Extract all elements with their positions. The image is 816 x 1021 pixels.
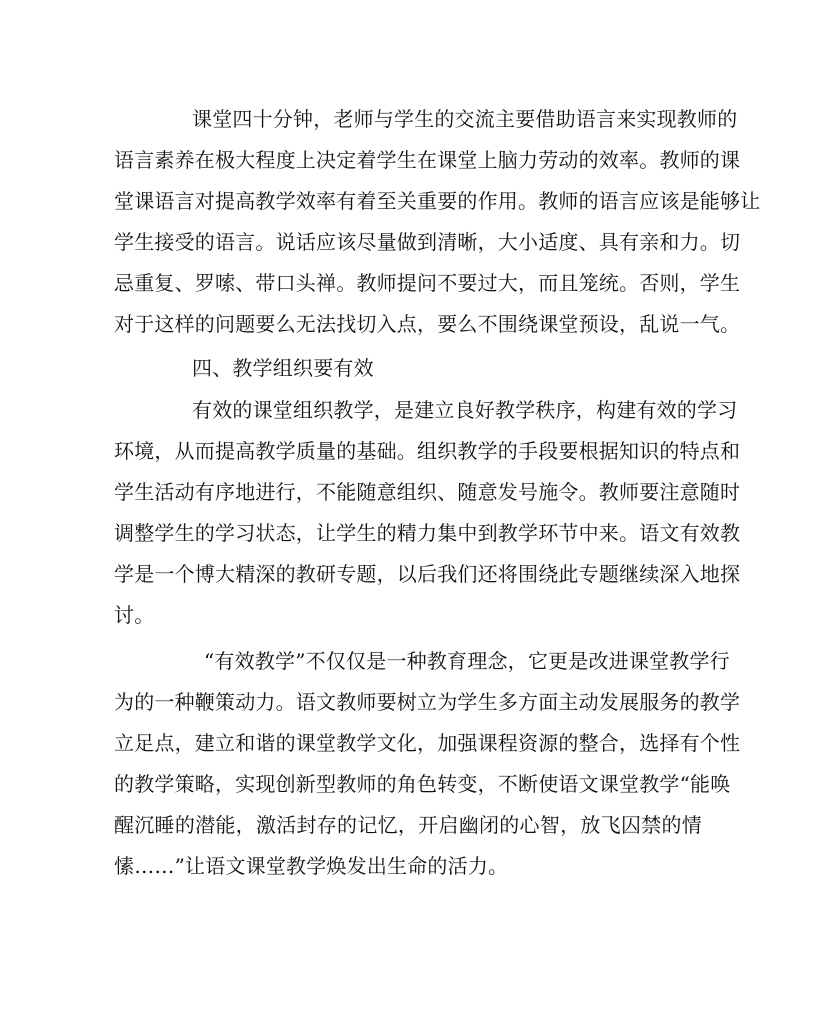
paragraph-line: 环境，从而提高教学质量的基础。组织教学的手段要根据知识的特点和 — [114, 439, 741, 463]
paragraph-line: 学是一个博大精深的教研专题，以后我们还将围绕此专题继续深入地探 — [114, 562, 741, 586]
paragraph-line: 醒沉睡的潜能，激活封存的记忆，开启幽闭的心智，放飞囚禁的情 — [114, 813, 702, 837]
paragraph-line: 立足点，建立和谐的课堂教学文化，加强课程资源的整合，选择有个性 — [114, 731, 741, 755]
section-heading: 四、教学组织要有效 — [192, 356, 374, 380]
paragraph-line: 调整学生的学习状态，让学生的精力集中到教学环节中来。语文有效教 — [114, 521, 741, 545]
paragraph-line: 的教学策略，实现创新型教师的角色转变，不断使语文课堂教学“能唤 — [114, 772, 731, 796]
paragraph-line: 有效的课堂组织教学，是建立良好教学秩序，构建有效的学习 — [192, 398, 738, 422]
paragraph-line: 学生活动有序地进行，不能随意组织、随意发号施令。教师要注意随时 — [114, 480, 741, 504]
paragraph-line: 学生接受的语言。说话应该尽量做到清晰，大小适度、具有亲和力。切 — [114, 230, 741, 254]
paragraph-line: 堂课语言对提高教学效率有着至关重要的作用。教师的语言应该是能够让 — [114, 189, 761, 213]
paragraph-line: “有效教学”不仅仅是一种教育理念，它更是改进课堂教学行 — [204, 649, 730, 673]
paragraph-line: 愫……”让语文课堂教学焕发出生命的活力。 — [114, 854, 509, 878]
paragraph-line: 对于这样的问题要么无法找切入点，要么不围绕课堂预设，乱说一气。 — [114, 312, 741, 336]
paragraph-line: 为的一种鞭策动力。语文教师要树立为学生多方面主动发展服务的教学 — [114, 690, 741, 714]
paragraph-line: 课堂四十分钟，老师与学生的交流主要借助语言来实现教师的 — [192, 107, 738, 131]
paragraph-line: 忌重复、罗嗦、带口头禅。教师提问不要过大，而且笼统。否则，学生 — [114, 271, 741, 295]
paragraph-line: 讨。 — [114, 603, 155, 627]
paragraph-line: 语言素养在极大程度上决定着学生在课堂上脑力劳动的效率。教师的课 — [114, 148, 741, 172]
